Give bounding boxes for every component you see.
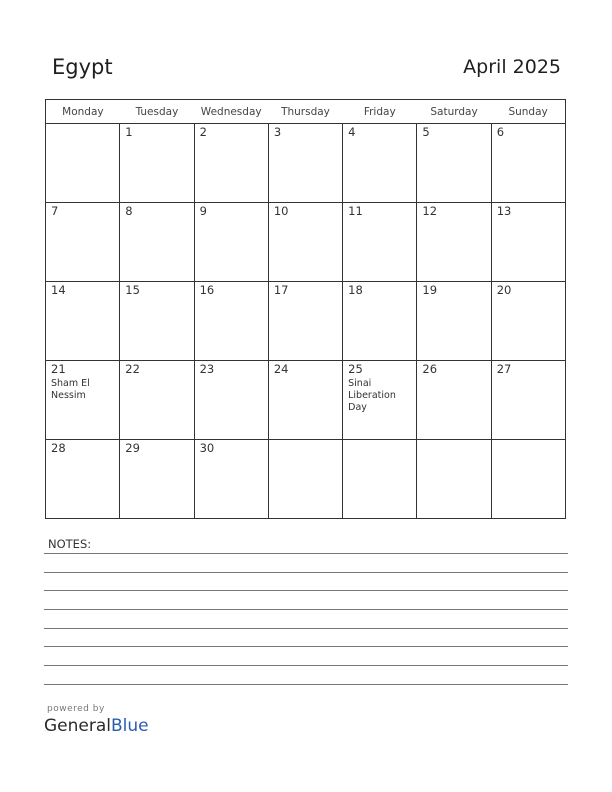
day-cell	[268, 203, 342, 282]
notes-line	[44, 590, 568, 591]
day-cell	[194, 361, 268, 440]
day-cell	[46, 361, 120, 440]
day-cell	[417, 203, 491, 282]
day-cell	[194, 440, 268, 519]
day-cell	[343, 203, 417, 282]
day-cell	[120, 203, 194, 282]
day-cell	[268, 440, 342, 519]
day-cell	[120, 440, 194, 519]
day-number: 30	[199, 441, 215, 455]
day-cell	[343, 440, 417, 519]
powered-by-text: powered by	[47, 704, 105, 714]
calendar-grid	[45, 99, 566, 519]
notes-line	[44, 684, 568, 685]
week-row	[46, 361, 566, 440]
day-number: 12	[422, 204, 438, 218]
day-number: 2	[199, 125, 207, 139]
day-number: 6	[496, 125, 505, 139]
day-cell	[46, 203, 120, 282]
day-cell	[194, 282, 268, 361]
weekday-header: Thursday	[268, 100, 342, 124]
weekday-header: Wednesday	[194, 100, 268, 124]
day-number: 23	[199, 362, 215, 376]
day-number: 26	[422, 362, 438, 376]
country-title: Egypt	[52, 55, 113, 79]
week-row	[46, 440, 566, 519]
notes-line	[44, 553, 568, 554]
day-number: 24	[273, 362, 289, 376]
day-cell	[491, 124, 565, 203]
weekday-header: Saturday	[417, 100, 491, 124]
day-number: 9	[199, 204, 207, 218]
day-cell	[120, 361, 194, 440]
notes-line	[44, 646, 568, 647]
day-cell	[343, 361, 417, 440]
day-number: 22	[125, 362, 140, 376]
week-row	[46, 282, 566, 361]
day-cell	[417, 282, 491, 361]
day-number: 7	[51, 204, 59, 218]
notes-line	[44, 572, 568, 573]
weekday-header: Monday	[46, 100, 120, 124]
day-cell	[417, 440, 491, 519]
day-number: 16	[199, 283, 215, 297]
day-cell	[491, 203, 565, 282]
day-cell	[343, 124, 417, 203]
weekday-header-row	[46, 100, 566, 124]
day-number: 21	[51, 362, 66, 376]
day-cell	[491, 361, 565, 440]
notes-line	[44, 628, 568, 629]
day-number: 4	[348, 125, 356, 139]
day-cell	[46, 440, 120, 519]
notes-line	[44, 609, 568, 610]
day-number: 27	[496, 362, 512, 376]
holiday-label: Sinai Liberation Day	[348, 378, 396, 413]
day-number: 20	[496, 283, 512, 297]
month-year-title: April 2025	[463, 56, 561, 78]
day-cell	[343, 282, 417, 361]
day-number: 28	[51, 441, 66, 455]
brand-general: General	[44, 716, 111, 736]
weekday-header: Tuesday	[120, 100, 194, 124]
day-number: 1	[125, 125, 133, 139]
week-row	[46, 203, 566, 282]
day-number: 15	[125, 283, 140, 297]
day-number: 11	[348, 204, 363, 218]
weekday-header: Sunday	[491, 100, 565, 124]
day-cell	[194, 124, 268, 203]
day-cell	[417, 124, 491, 203]
day-number: 19	[422, 283, 438, 297]
day-cell	[491, 282, 565, 361]
day-number: 18	[348, 283, 363, 297]
day-number: 8	[125, 204, 133, 218]
day-number: 25	[348, 362, 363, 376]
day-number: 10	[273, 204, 289, 218]
day-number: 5	[422, 125, 430, 139]
day-cell	[491, 440, 565, 519]
day-cell	[268, 361, 342, 440]
day-cell	[46, 282, 120, 361]
week-row	[46, 124, 566, 203]
day-cell	[120, 124, 194, 203]
holiday-label: Sham El Nessim	[51, 378, 90, 401]
generalblue-logo	[44, 716, 149, 736]
day-number: 3	[273, 125, 282, 139]
weekday-header: Friday	[343, 100, 417, 124]
day-cell	[268, 124, 342, 203]
day-number: 29	[125, 441, 140, 455]
day-number: 13	[496, 204, 512, 218]
notes-label: NOTES:	[48, 537, 92, 551]
day-number: 14	[51, 283, 66, 297]
day-cell	[417, 361, 491, 440]
day-cell	[268, 282, 342, 361]
day-cell	[120, 282, 194, 361]
brand-blue: Blue	[111, 716, 149, 736]
day-number: 17	[273, 283, 289, 297]
day-cell	[194, 203, 268, 282]
day-cell	[46, 124, 120, 203]
notes-line	[44, 665, 568, 666]
